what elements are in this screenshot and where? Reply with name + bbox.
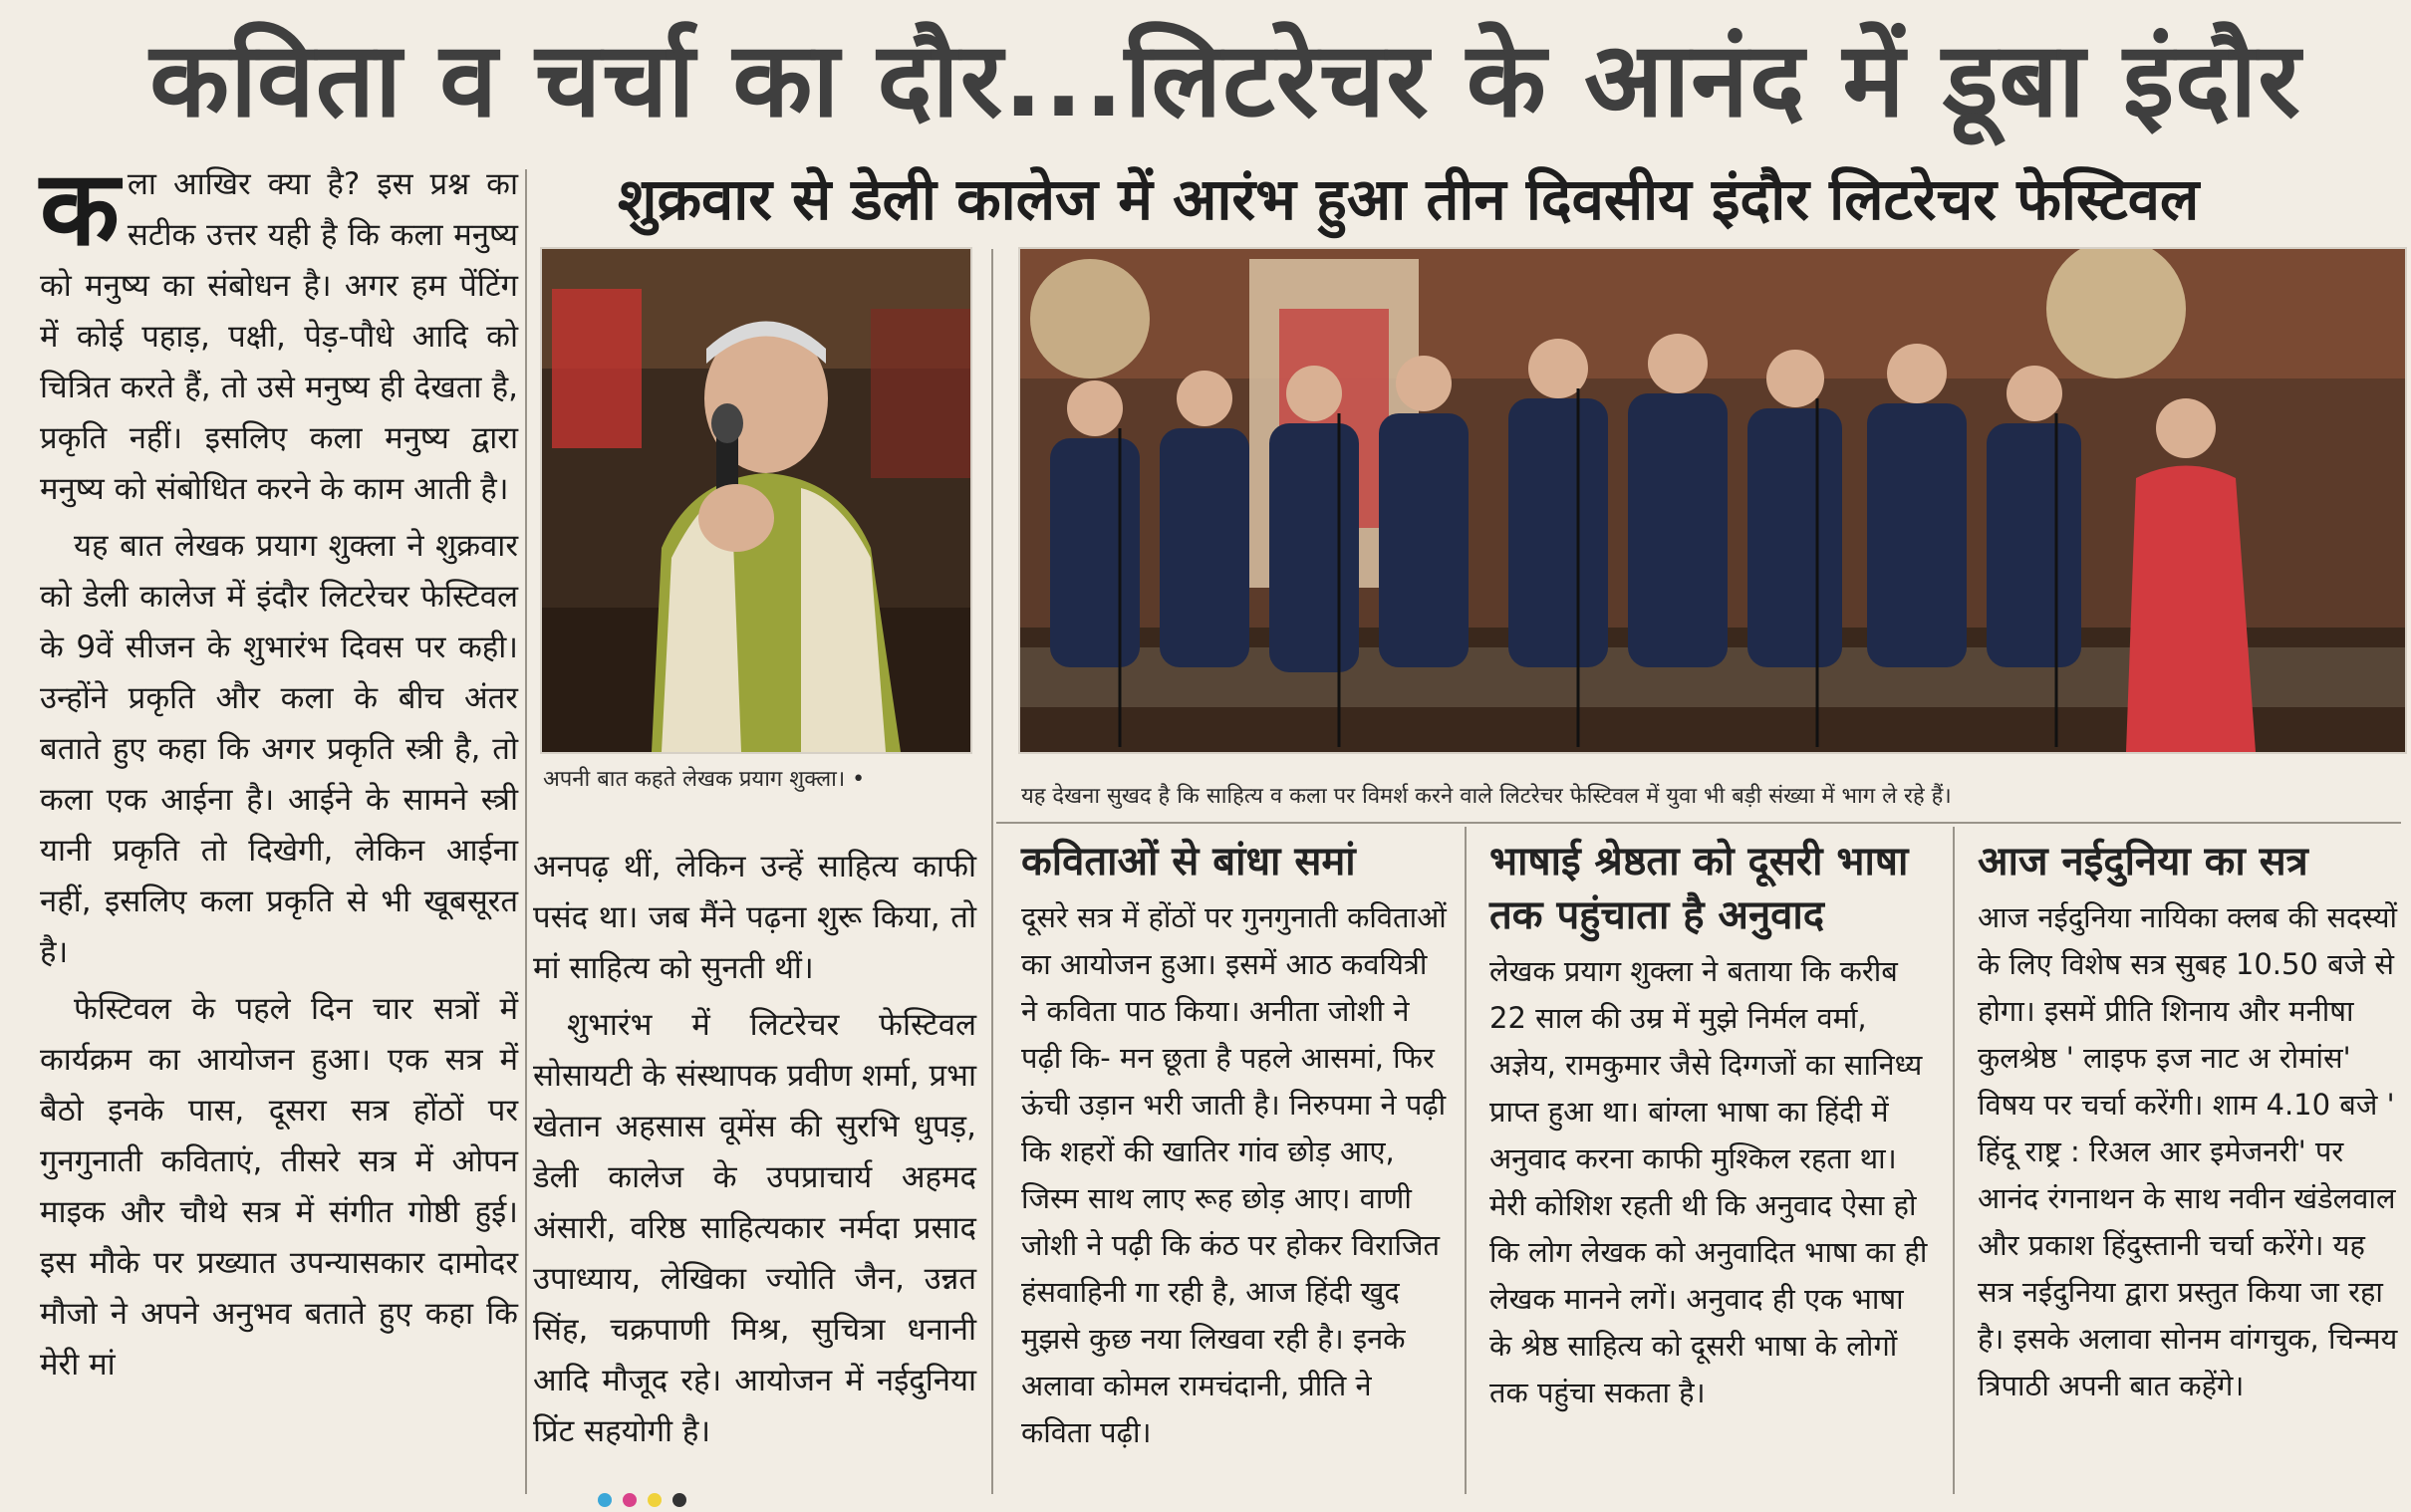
column-divider [1953,827,1955,1494]
registration-dot [598,1493,612,1507]
speaker-photo-image [542,249,970,752]
article-paragraph: अनपढ़ थीं, लेकिन उन्हें साहित्य काफी पसंद था। जब मैंने पढ़ना शुरू किया, तो मां साहित्य को सुनती थीं। [533,849,976,986]
students-on-stage-image [1020,249,2405,752]
article-paragraph: फेस्टिवल के पहले दिन चार सत्रों में कार्यक्रम का आयोजन हुआ। एक सत्र में बैठो इनके पास, दूसरा सत्र होंठों पर गुनगुनाती कविताएं, तीसरे सत्र में ओपन माइक और चौथे सत्र में संगीत गोष्ठी हुई। इस मौके पर प्रख्यात उपन्यासकार दामोदर मौजो ने अपने अनुभव बताते हुए कहा कि मेरी मां [40,991,518,1383]
section-body: आज नईदुनिया नायिका क्लब की सदस्यों के लिए विशेष सत्र सुबह 10.50 बजे से होगा। इसमें प्रीति शिनाय और मनीषा कुलश्रेष्ठ ' लाइफ इज नाट अ रोमांस' विषय पर चर्चा करेंगी। शाम 4.10 बजे ' हिंदू राष्ट्र : रिअल आर इमेजनरी' पर आनंद रंगनाथन के साथ नवीन खंडेलवाल और प्रकाश हिंदुस्तानी चर्चा करेंगे। यह सत्र नईदुनिया द्वारा प्रस्तुत किया जा रहा है। इसके अलावा सोनम वांगचुक, चिन्मय त्रिपाठी अपनी बात कहेंगे। [1978,900,2398,1402]
registration-dot [672,1493,686,1507]
subheadline: शुक्रवार से डेली कालेज में आरंभ हुआ तीन दिवसीय इंदौर लिटरेचर फेस्टिवल [618,165,2200,233]
section-naidunia-session [1978,835,2401,1502]
print-registration-dots [598,1492,692,1511]
column-divider [991,249,993,1494]
column-divider [1465,827,1467,1494]
section-body: दूसरे सत्र में होंठों पर गुनगुनाती कविताओं का आयोजन हुआ। इसमें आठ कवयित्री ने कविता पाठ किया। अनीता जोशी ने पढ़ी कि- मन छूता है पहले आसमां, फिर ऊंची उड़ान भरी जाती है। निरुपमा ने पढ़ी कि शहरों की खातिर गांव छोड़ आए, जिस्म साथ लाए रूह छोड़ आए। वाणी जोशी ने पढ़ी कि कंठ पर होकर विराजित हंसवाहिनी गा रही है, आज हिंदी खुद मुझसे कुछ नया लिखवा रही है। इनके अलावा कोमल रामचंदानी, प्रीति ने कविता पढ़ी। [1021,900,1447,1449]
article-paragraph: शुभारंभ में लिटरेचर फेस्टिवल सोसायटी के संस्थापक प्रवीण शर्मा, प्रभा खेतान अहसास वूमेंस की सुरभि धुपड़, डेली कालेज के उपप्राचार्य अहमद अंसारी, वरिष्ठ साहित्यकार नर्मदा प्रसाद उपाध्याय, लेखिका ज्योति जैन, उन्नत सिंह, चक्रपाणी मिश्र, सुचित्रा धनानी आदि मौजूद रहे। आयोजन में नईदुनिया प्रिंट सहयोगी है। [533,1007,976,1449]
headline: कविता व चर्चा का दौर...लिटरेचर के आनंद में डूबा इंदौर [149,19,2301,140]
students-on-stage-photo [1018,247,2407,754]
article-paragraph: यह बात लेखक प्रयाग शुक्ला ने शुक्रवार को डेली कालेज में इंदौर लिटरेचर फेस्टिवल के 9वें सीजन के शुभारंभ दिवस पर कही। उन्होंने प्रकृति और कला के बीच अंतर बताते हुए कहा कि अगर प्रकृति स्त्री है, तो कला एक आईना है। आईने के सामने स्त्री यानी प्रकृति तो दिखेगी, लेकिन आईना नहीं, इसलिए कला प्रकृति से भी खूबसूरत है। [40,528,518,970]
drop-cap: क [40,147,120,269]
section-poetry [1021,835,1450,1502]
section-translation [1489,835,1928,1502]
column-divider [525,169,527,1494]
registration-dot [648,1493,662,1507]
article-column-left [40,147,518,1504]
registration-dot [623,1493,637,1507]
section-divider [996,822,2401,824]
article-column-middle [533,842,976,1489]
article-paragraph-text: ला आखिर क्या है? इस प्रश्न का सटीक उत्तर यही है कि कला मनुष्य को मनुष्य का संबोधन है। अगर हम पेंटिंग में कोई पहाड़, पक्षी, पेड़-पौधे आदि को चित्रित करते हैं, तो उसे मनुष्य ही देखता है, प्रकृति नहीं। इसलिए कला मनुष्य द्वारा मनुष्य को संबोधित करने के काम आती है। [40,166,518,507]
photo-caption-right: यह देखना सुखद है कि साहित्य व कला पर विमर्श करने वाले लिटरेचर फेस्टिवल में युवा भी बड़ी संख्या में भाग ले रहे हैं। [1021,784,1952,809]
article-paragraph [40,147,518,515]
section-body: लेखक प्रयाग शुक्ला ने बताया कि करीब 22 साल की उम्र में मुझे निर्मल वर्मा, अज्ञेय, रामकुमार जैसे दिग्गजों का सानिध्य प्राप्त हुआ था। बांग्ला भाषा का हिंदी में अनुवाद करना काफी मुश्किल रहता था। मेरी कोशिश रहती थी कि अनुवाद ऐसा हो कि लोग लेखक को अनुवादित भाषा का ही लेखक मानने लगें। अनुवाद ही एक भाषा के श्रेष्ठ साहित्य को दूसरी भाषा के लोगों तक पहुंचा सकता है। [1489,954,1928,1409]
section-heading: आज नईदुनिया का सत्र [1978,839,2308,884]
section-heading: कविताओं से बांधा समां [1021,839,1356,884]
speaker-photo [540,247,972,754]
section-heading: भाषाई श्रेष्ठता को दूसरी भाषा तक पहुंचाता है अनुवाद [1489,839,1909,938]
photo-caption-left: अपनी बात कहते लेखक प्रयाग शुक्ला। • [543,767,866,792]
